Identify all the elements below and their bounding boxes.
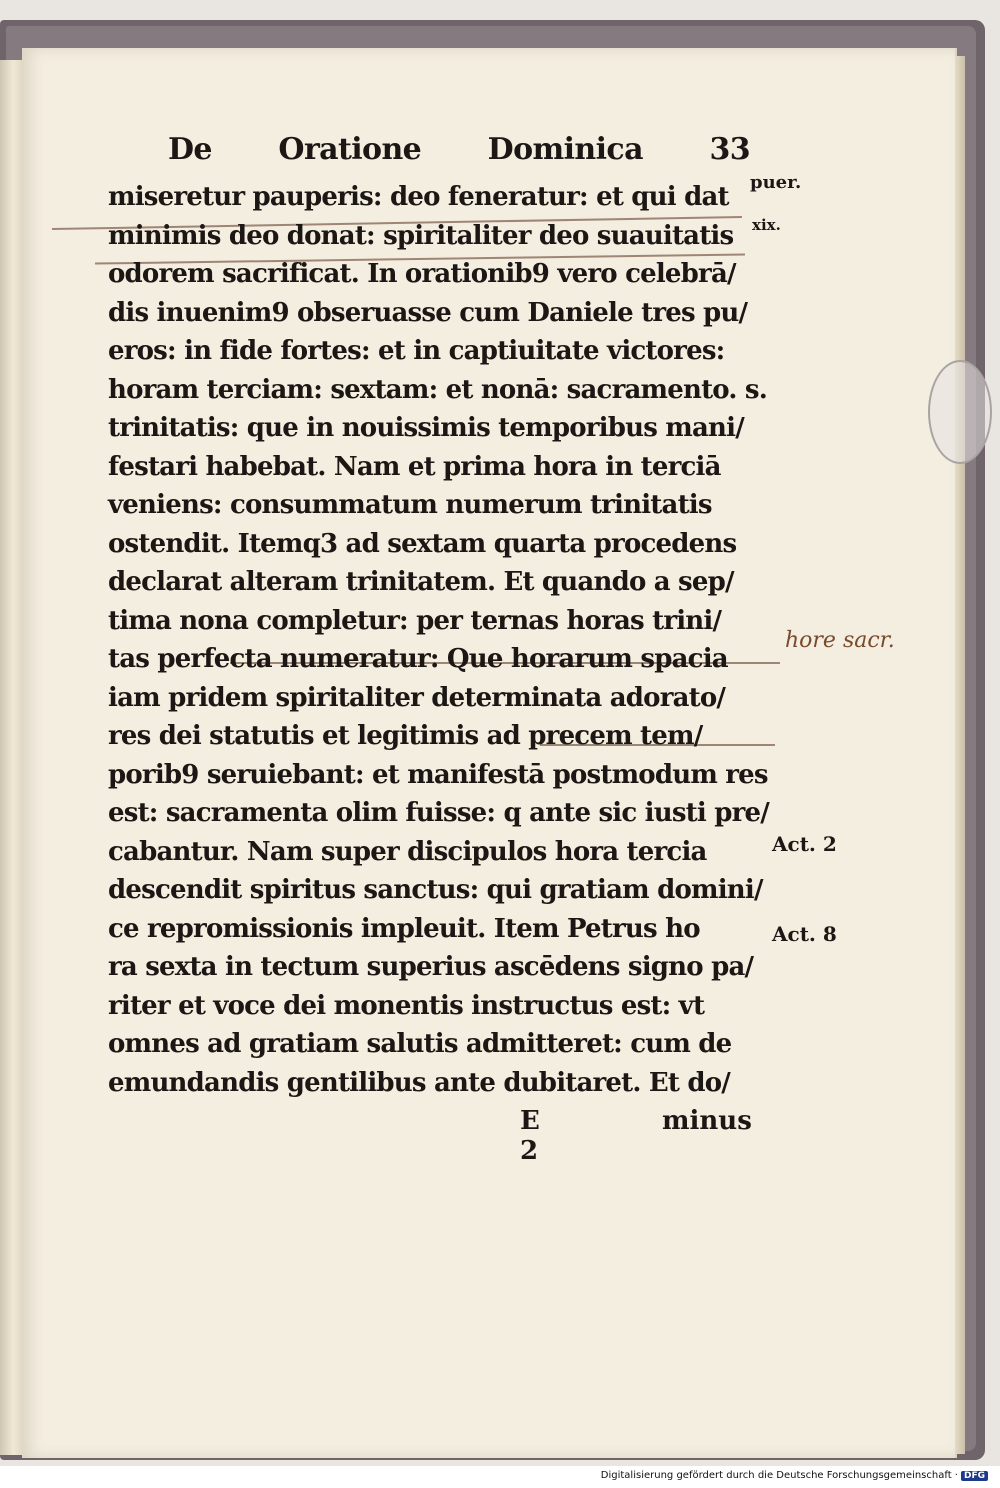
text-line: emundandis gentilibus ante dubitaret. Et do/ [108, 1067, 730, 1098]
text-line: riter et voce dei monentis instructus est: vt [108, 990, 705, 1021]
text-line: tima nona completur: per ternas horas trini/ [108, 605, 722, 636]
text-line: festari habebat. Nam et prima hora in terciā [108, 451, 721, 482]
text-line: cabantur. Nam super discipulos hora tercia [108, 836, 707, 867]
margin-note-xix: xix. [752, 216, 781, 234]
folio-number: 33 [709, 132, 750, 167]
text-line: ra sexta in tectum superius ascēdens signo pa/ [108, 952, 754, 982]
catchword: minus [662, 1106, 752, 1136]
text-line: est: sacramenta olim fuisse: q ante sic iusti pre/ [108, 798, 769, 828]
running-header [108, 132, 768, 178]
dfg-logo: DFG [961, 1471, 988, 1481]
signature-mark: E 2 [520, 1106, 540, 1166]
text-block [108, 132, 768, 1102]
dfg-footer [601, 1470, 988, 1481]
text-line: veniens: consummatum numerum trinitatis [108, 490, 712, 520]
margin-note-act8: Act. 8 [772, 922, 837, 946]
text-line: omnes ad gratiam salutis admitteret: cum de [108, 1029, 732, 1059]
text-line: tas perfecta numeratur: Que horarum spacia [108, 644, 728, 674]
header-word-dominica: Dominica [487, 132, 643, 167]
text-line: iam pridem spiritaliter determinata adorato/ [108, 682, 726, 713]
text-line: odorem sacrificat. In orationib9 vero celebrā/ [108, 259, 736, 289]
text-line: miseretur pauperis: deo feneratur: et qui dat [108, 182, 729, 212]
text-line: declarat alteram trinitatem. Et quando a sep/ [108, 567, 734, 597]
text-line: ce repromissionis impleuit. Item Petrus ho [108, 913, 700, 944]
text-line: porib9 seruiebant: et manifestā postmodum res [108, 759, 768, 790]
clasp-reflection [928, 360, 992, 464]
text-line: dis inuenim9 obseruasse cum Daniele tres pu/ [108, 297, 748, 328]
page-stack-edge [955, 56, 965, 1454]
text-line: res dei statutis et legitimis ad precem tem/ [108, 721, 703, 751]
text-line: eros: in fide fortes: et in captiuitate victores: [108, 336, 725, 366]
handwritten-margin-note: hore sacr. [785, 628, 895, 653]
facing-page-edge [0, 60, 23, 1455]
text-line: horam terciam: sextam: et nonā: sacramento. s. [108, 374, 767, 405]
header-word-de: De [168, 132, 212, 167]
text-line: trinitatis: que in nouissimis temporibus mani/ [108, 413, 744, 443]
margin-note-act2: Act. 2 [772, 832, 837, 856]
text-line: ostendit. Itemq3 ad sextam quarta procedens [108, 528, 737, 559]
text-line: descendit spiritus sanctus: qui gratiam domini/ [108, 875, 763, 905]
margin-note-puer: puer. [750, 172, 802, 193]
header-word-oratione: Oratione [278, 132, 422, 167]
text-line: minimis deo donat: spiritaliter deo suauitatis [108, 220, 734, 251]
footer-text: Digitalisierung gefördert durch die Deutsche Forschungsgemeinschaft · [600, 1470, 958, 1481]
